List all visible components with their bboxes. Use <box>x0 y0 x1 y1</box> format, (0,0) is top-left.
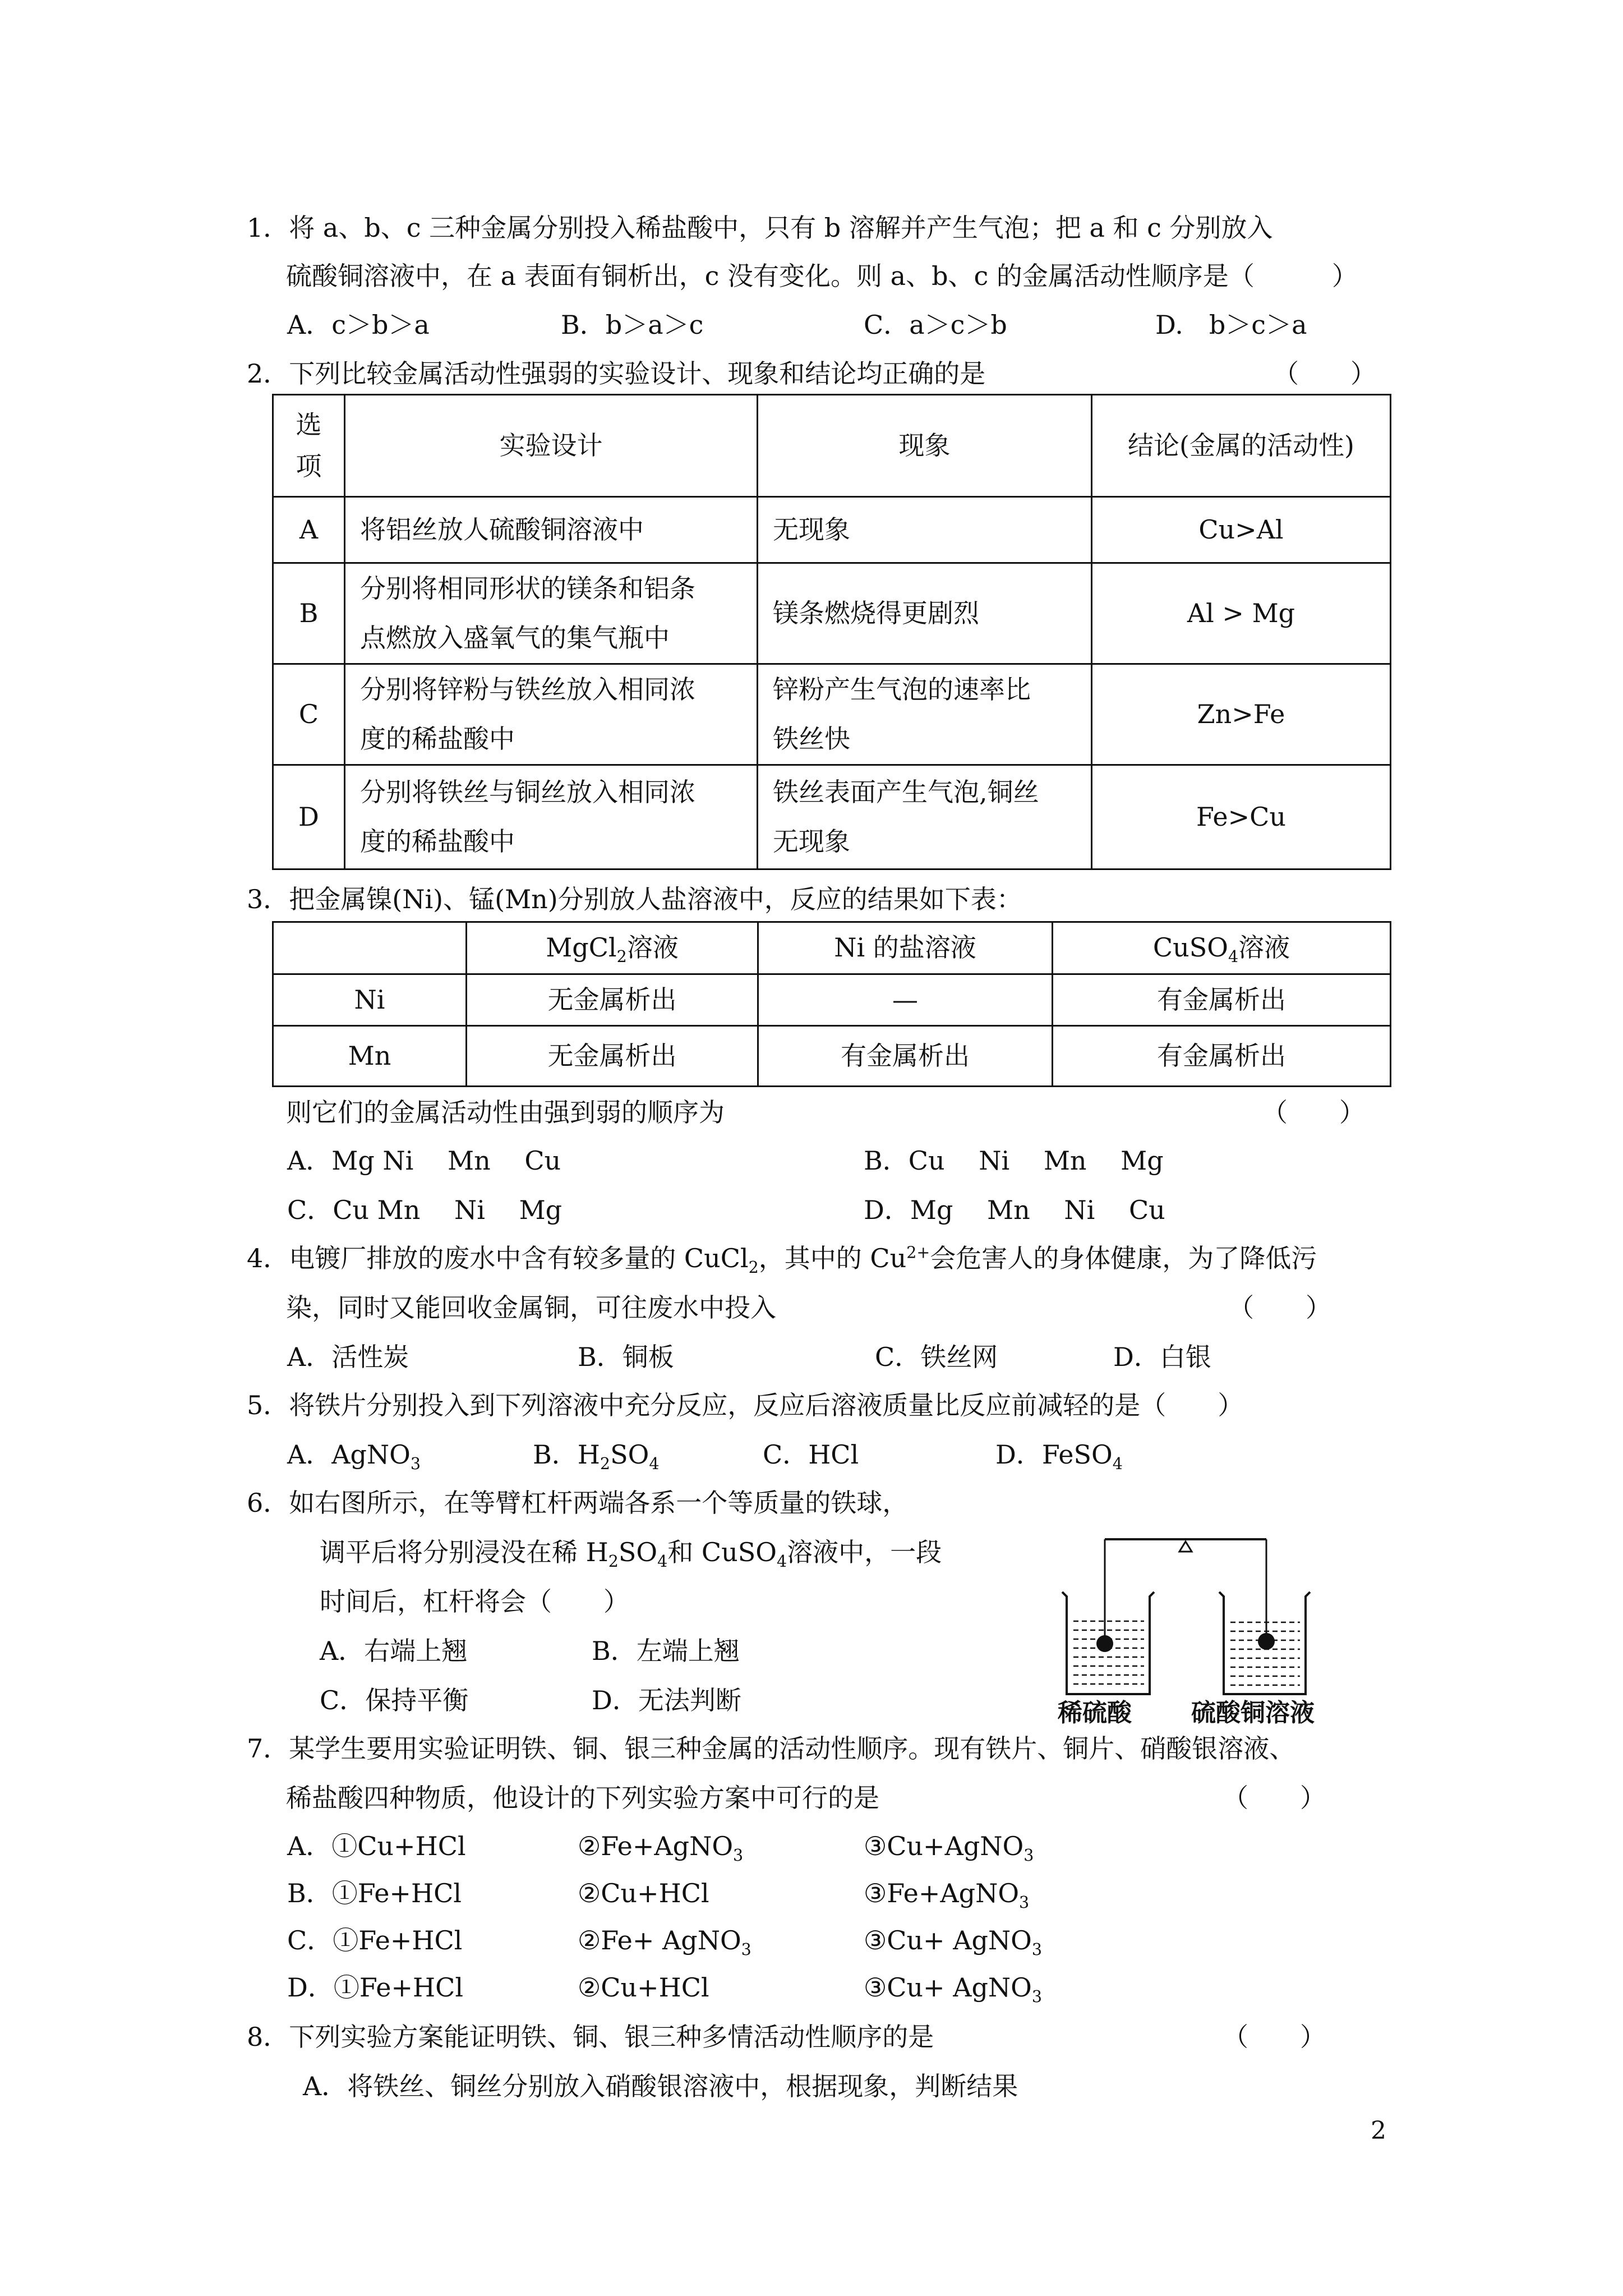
q2-row-b-option: B <box>273 563 345 664</box>
q7-option-a-2: ②Fe+AgNO$_3$ <box>578 1831 744 1865</box>
q5-option-d: D．FeSO$_4$ <box>995 1439 1123 1474</box>
q2-header-option-2: 项 <box>296 450 322 481</box>
q3-option-d: D．Mg Mn Ni Cu <box>864 1195 1165 1225</box>
q7-option-b-3: ③Fe+AgNO$_3$ <box>864 1878 1030 1912</box>
q7-line2: 稀盐酸四种物质，他设计的下列实验方案中可行的是 <box>286 1783 879 1813</box>
q2-table <box>272 394 1391 870</box>
q4-option-a: A．活性炭 <box>287 1342 409 1372</box>
table-row <box>273 765 1391 869</box>
q6-line2: 调平后将分别浸没在稀 $H_2SO_4$和 CuSO$_4$溶液中，一段 <box>320 1537 942 1571</box>
q3-row-mn-metal: Mn <box>273 1026 467 1087</box>
table-row <box>273 563 1391 664</box>
q3-row-ni-mgcl2: 无金属析出 <box>467 974 758 1026</box>
right-liquid <box>1230 1622 1300 1685</box>
q7-option-a-3: ③Cu+AgNO$_3$ <box>864 1831 1034 1865</box>
q2-row-c-conclusion: Zn>Fe <box>1092 664 1391 765</box>
q3-header-cuso4: CuSO$_4$溶液 <box>1053 922 1391 974</box>
q2-row-d-conclusion: Fe>Cu <box>1092 765 1391 869</box>
table-row <box>273 497 1391 563</box>
q3-table-header <box>273 922 1391 974</box>
q7-option-c-3: ③Cu+ AgNO$_3$ <box>864 1925 1043 1959</box>
q8-stem: 8．下列实验方案能证明铁、铜、银三种多情活动性顺序的是 <box>247 2022 934 2052</box>
q2-header-phenomenon: 现象 <box>758 395 1092 497</box>
page-number: 2 <box>1371 2116 1386 2145</box>
q1-option-b: B．b＞a＞c <box>561 310 704 340</box>
q2-row-c-design-2: 度的稀盐酸中 <box>360 723 515 754</box>
q4-option-c: C．铁丝网 <box>875 1342 998 1372</box>
q3-answer-paren: （ ） <box>1262 1097 1365 1128</box>
q4-answer-paren: （ ） <box>1228 1292 1331 1323</box>
left-iron-ball-icon <box>1096 1635 1113 1652</box>
q6-option-d: D．无法判断 <box>592 1685 741 1715</box>
q2-row-b-design-1: 分别将相同形状的镁条和铝条 <box>360 573 695 604</box>
q7-option-a-1: A．①Cu+HCl <box>287 1831 466 1861</box>
q3-stem: 3．把金属镍(Ni)、锰(Mn)分别放人盐溶液中，反应的结果如下表： <box>247 884 1022 914</box>
q2-row-d-phenomenon-1: 铁丝表面产生气泡,铜丝 <box>773 777 1039 808</box>
q3-row-mn-cuso4: 有金属析出 <box>1053 1026 1391 1087</box>
q4-line2: 染，同时又能回收金属铜，可往废水中投入 <box>286 1292 776 1323</box>
q3-option-a: A．Mg Ni Mn Cu <box>287 1145 561 1176</box>
q4-option-d: D．白银 <box>1113 1342 1211 1372</box>
q7-line1: 7．某学生要用实验证明铁、铜、银三种金属的活动性顺序。现有铁片、铜片、硝酸银溶液、 <box>247 1733 1295 1764</box>
q2-table-header <box>273 395 1391 497</box>
q7-option-b-1: B．①Fe+HCl <box>287 1878 462 1908</box>
figure-label-right: 硫酸铜溶液 <box>1191 1699 1315 1727</box>
q2-row-a-conclusion: Cu>Al <box>1092 497 1391 563</box>
q2-row-c-phenomenon-2: 铁丝快 <box>773 723 850 754</box>
q3-followup: 则它们的金属活动性由强到弱的顺序为 <box>286 1097 725 1128</box>
q5-option-b: B．$H_2SO_4$ <box>533 1439 660 1474</box>
q1-line1: 1．将 a、b、c 三种金属分别投入稀盐酸中，只有 b 溶解并产生气泡；把 a 和 c 分别放入 <box>247 213 1273 243</box>
q2-row-c-option: C <box>273 664 345 765</box>
right-iron-ball-icon <box>1258 1633 1275 1650</box>
q3-option-b: B．Cu Ni Mn Mg <box>864 1145 1164 1176</box>
q2-row-b-design-2: 点燃放入盛氧气的集气瓶中 <box>360 622 670 653</box>
table-row <box>273 1026 1391 1087</box>
q4-option-b: B．铜板 <box>578 1342 674 1372</box>
q2-row-d-phenomenon-2: 无现象 <box>773 826 850 857</box>
q4-line1: 4．电镀厂排放的废水中含有较多量的 CuCl$_2$，其中的 $Cu^{2+}$会危害人的身体健康，为了降低污 <box>247 1243 1317 1277</box>
q3-row-ni-cuso4: 有金属析出 <box>1053 974 1391 1026</box>
q2-row-d-design-2: 度的稀盐酸中 <box>360 826 515 857</box>
q3-option-c: C．Cu Mn Ni Mg <box>287 1195 562 1225</box>
q5-stem: 5．将铁片分别投入到下列溶液中充分反应，反应后溶液质量比反应前减轻的是（ ） <box>247 1390 1244 1420</box>
q2-answer-paren: （ ） <box>1273 358 1376 389</box>
figure-label-left: 稀硫酸 <box>1058 1699 1132 1727</box>
fulcrum-icon <box>1179 1542 1192 1552</box>
q6-option-a: A．右端上翘 <box>320 1636 468 1666</box>
q2-row-d-option: D <box>273 765 345 869</box>
q6-line1: 6．如右图所示，在等臂杠杆两端各系一个等质量的铁球， <box>247 1488 909 1518</box>
q2-row-b-phenomenon: 镁条燃烧得更剧烈 <box>758 563 1092 664</box>
q2-row-b-conclusion: Al > Mg <box>1092 563 1391 664</box>
lever-beaker-figure <box>1054 1537 1340 1705</box>
q3-table <box>272 921 1391 1087</box>
q5-option-a: A．AgNO$_3$ <box>287 1439 421 1474</box>
q2-stem: 2．下列比较金属活动性强弱的实验设计、现象和结论均正确的是 <box>247 358 986 389</box>
table-row <box>273 974 1391 1026</box>
q1-option-c: C．a＞c＞b <box>864 310 1007 340</box>
q3-header-blank <box>273 922 467 974</box>
q3-header-ni-salt: Ni 的盐溶液 <box>758 922 1053 974</box>
left-liquid <box>1073 1621 1144 1684</box>
q3-row-ni-metal: Ni <box>273 974 467 1026</box>
q2-row-a-design: 将铝丝放人硫酸铜溶液中 <box>345 497 758 563</box>
q7-option-d-2: ②Cu+HCl <box>578 1972 709 2003</box>
q7-option-c-2: ②Fe+ AgNO$_3$ <box>578 1925 751 1959</box>
q7-option-d-1: D．①Fe+HCl <box>287 1972 464 2003</box>
q1-option-d: D. b＞c＞a <box>1155 310 1307 340</box>
q7-option-b-2: ②Cu+HCl <box>578 1878 709 1908</box>
q1-line2: 硫酸铜溶液中，在 a 表面有铜析出，c 没有变化。则 a、b、c 的金属活动性顺序是（ ） <box>286 261 1358 291</box>
q2-header-option-1: 选 <box>296 409 322 440</box>
q2-row-a-option: A <box>273 497 345 563</box>
q3-row-mn-mgcl2: 无金属析出 <box>467 1026 758 1087</box>
q5-option-c: C．HCl <box>763 1439 859 1470</box>
q6-option-c: C．保持平衡 <box>320 1685 469 1715</box>
q2-header-conclusion: 结论(金属的活动性) <box>1092 395 1391 497</box>
q8-answer-paren: （ ） <box>1223 2022 1326 2052</box>
q7-option-c-1: C．①Fe+HCl <box>287 1925 463 1955</box>
q1-option-a: A．c＞b＞a <box>287 310 430 340</box>
q2-row-c-phenomenon-1: 锌粉产生气泡的速率比 <box>773 674 1031 705</box>
table-row <box>273 664 1391 765</box>
q3-row-ni-ni-salt: — <box>758 974 1053 1026</box>
q2-row-a-phenomenon: 无现象 <box>758 497 1092 563</box>
q2-header-design: 实验设计 <box>345 395 758 497</box>
q7-answer-paren: （ ） <box>1223 1783 1326 1813</box>
q7-option-d-3: ③Cu+ AgNO$_3$ <box>864 1972 1043 2007</box>
q3-row-mn-ni-salt: 有金属析出 <box>758 1026 1053 1087</box>
q8-option-a: A．将铁丝、铜丝分别放入硝酸银溶液中，根据现象，判断结果 <box>303 2071 1018 2101</box>
q6-line3: 时间后，杠杆将会（ ） <box>320 1586 629 1617</box>
q2-row-c-design-1: 分别将锌粉与铁丝放入相同浓 <box>360 674 695 705</box>
q3-header-mgcl2: MgCl$_2$溶液 <box>467 922 758 974</box>
q2-row-d-design-1: 分别将铁丝与铜丝放入相同浓 <box>360 777 695 808</box>
q6-option-b: B．左端上翘 <box>592 1636 740 1666</box>
